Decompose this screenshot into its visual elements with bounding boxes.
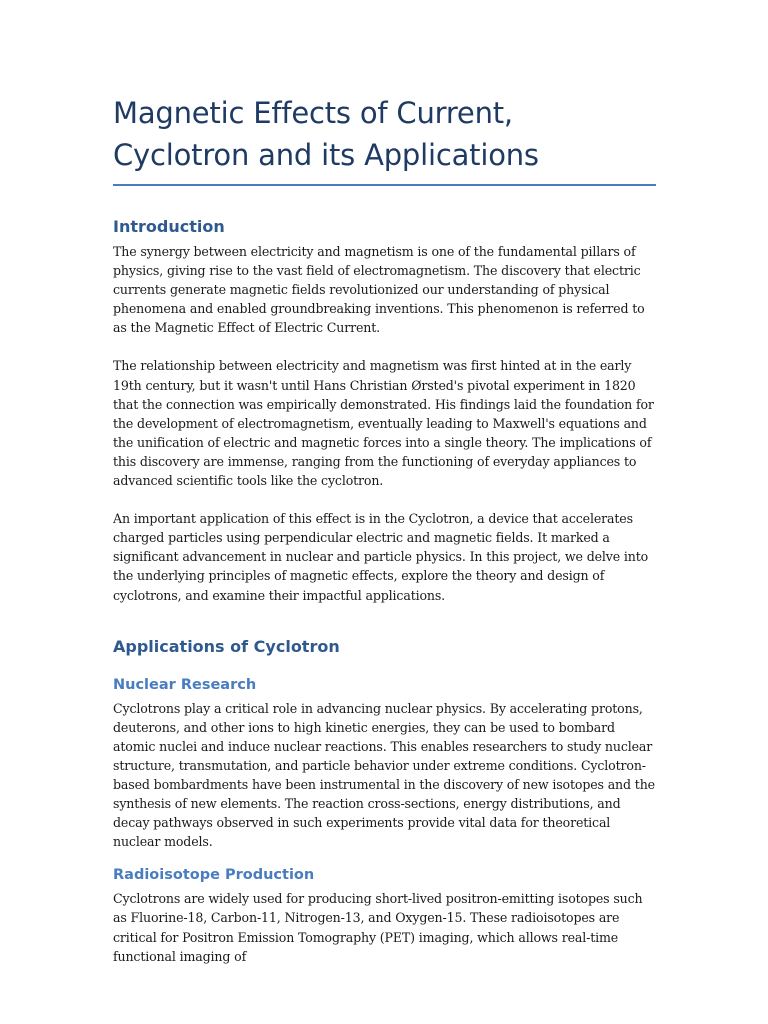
introduction-paragraph-1: The synergy between electricity and magnetism is one of the fundamental pillars of physics, giving rise to the vast field of electromagnetism. The discovery that electric currents generate magnetic fields revolutionized our understanding of physical phenomena and enabled groundbreaking inventions. This phenomenon is referred to as the Magnetic Effect of Electric Current. [113, 244, 645, 336]
introduction-paragraph-2: The relationship between electricity and magnetism was first hinted at in the early 19th century, but it wasn't until Hans Christian Ørsted's pivotal experiment in 1820 that the connection was empirically demonstrated. His findings laid the foundation for the development of electromagnetism, eventually leading to Maxwell's equations and the unification of electric and magnetic forces into a single theory. The implications of this discovery are immense, ranging from the functioning of everyday appliances to advanced scientific tools like the cyclotron. [113, 358, 654, 489]
introduction-paragraph-3: An important application of this effect is in the Cyclotron, a device that accelerates charged particles using perpendicular electric and magnetic fields. It marked a significant advancement in nuclear and particle physics. In this project, we delve into the underlying principles of magnetic effects, explore the theory and design of cyclotrons, and examine their impactful applications. [113, 511, 649, 603]
radioisotope-production-heading: Radioisotope Production [113, 867, 315, 884]
applications-heading: Applications of Cyclotron [113, 636, 340, 656]
introduction-heading: Introduction [113, 217, 225, 236]
document-title: Magnetic Effects of Current, Cyclotron and its Applications [113, 92, 656, 186]
nuclear-research-heading: Nuclear Research [113, 676, 257, 693]
radioisotope-production-paragraph: Cyclotrons are widely used for producing short-lived positron-emitting isotopes such as Fluorine-18, Carbon-11, Nitrogen-13, and Oxygen-15. These radioisotopes are critical for Positron Emission Tomography (PET) imaging, which allows real-time functional imaging of [113, 891, 643, 964]
nuclear-research-paragraph: Cyclotrons play a critical role in advancing nuclear physics. By accelerating protons, deuterons, and other ions to high kinetic energies, they can be used to bombard atomic nuclei and induce nuclear reactions. This enables researchers to study nuclear structure, transmutation, and particle behavior under extreme conditions. Cyclotron-based bombardments have been instrumental in the discovery of new isotopes and the synthesis of new elements. The reaction cross-sections, energy distributions, and decay pathways observed in such experiments provide vital data for theoretical nuclear models. [113, 700, 655, 850]
